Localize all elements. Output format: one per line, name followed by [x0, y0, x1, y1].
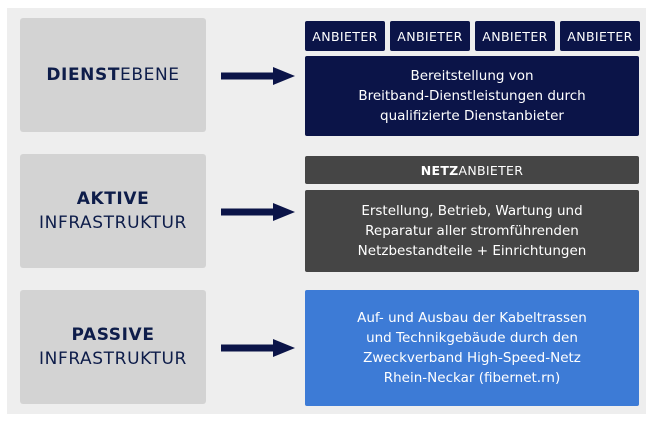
provider-chip-3: ANBIETER: [475, 21, 555, 51]
passiv-desc-line-2: und Technikgebäude durch den: [366, 330, 578, 346]
provider-chip-4: ANBIETER: [560, 21, 640, 51]
netz-bold: NETZ: [420, 162, 459, 178]
layer-title-line-2: INFRASTRUKTUR: [39, 213, 187, 233]
layer-title: [46, 63, 179, 87]
arrow-right-icon: [221, 203, 295, 221]
passiv-desc-line-1: Auf- und Ausbau der Kabeltrassen: [357, 310, 587, 326]
provider-chip-1: ANBIETER: [305, 21, 385, 51]
layer-title-line-1: AKTIVE: [76, 189, 150, 209]
layer-title-line-2: INFRASTRUKTUR: [39, 349, 187, 369]
diagram-canvas: [7, 8, 646, 414]
passiv-desc-line-4: Rhein-Neckar (fibernet.rn): [383, 370, 561, 386]
dienst-desc-line-1: Bereitstellung von: [410, 68, 534, 84]
aktiv-description: [305, 190, 639, 272]
aktiv-desc-line-1: Erstellung, Betrieb, Wartung und: [361, 203, 583, 219]
dienst-description: [305, 56, 639, 136]
layer-title-rest: EBENE: [120, 65, 180, 85]
dienst-desc-line-3: qualifizierte Dienstanbieter: [380, 108, 564, 124]
aktiv-desc-line-3: Netzbestandteile + Einrichtungen: [357, 243, 587, 259]
dienst-desc-line-2: Breitband-Dienstleistungen durch: [358, 88, 586, 104]
layer-passive-infrastruktur: [20, 290, 206, 404]
netzanbieter-bar: [305, 156, 639, 184]
layer-title-bold: DIENST: [46, 65, 121, 85]
arrow-right-icon: [221, 339, 295, 357]
netz-rest: ANBIETER: [458, 162, 524, 178]
layer-title-line-1: PASSIVE: [71, 325, 155, 345]
provider-chip-2: ANBIETER: [390, 21, 470, 51]
passiv-description: [305, 290, 639, 406]
layer-aktive-infrastruktur: [20, 154, 206, 268]
layer-dienstebene: [20, 18, 206, 132]
passiv-desc-line-3: Zweckverband High-Speed-Netz: [363, 350, 581, 366]
arrow-right-icon: [221, 67, 295, 85]
aktiv-desc-line-2: Reparatur aller stromführenden: [365, 223, 579, 239]
